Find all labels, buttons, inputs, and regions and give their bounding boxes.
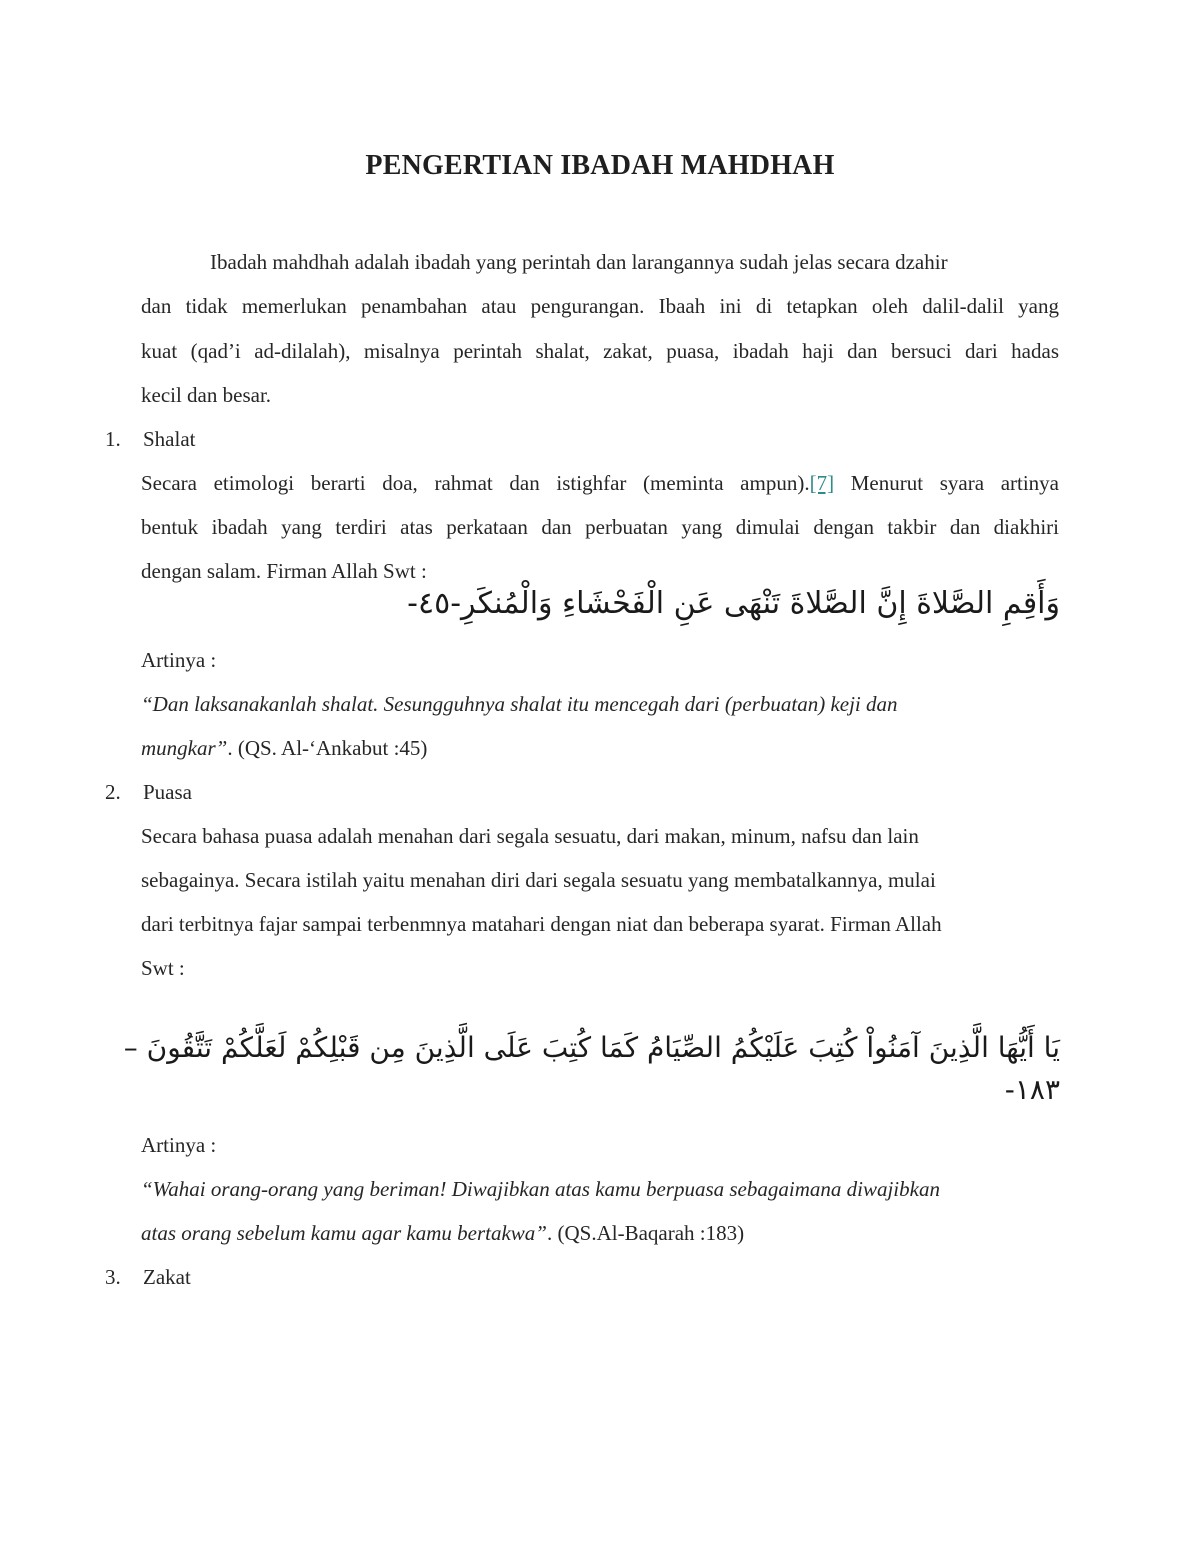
shalat-translation-italic: mungkar” xyxy=(141,736,228,760)
arabic-verse-baqarah-183-line-1: يَا أَيُّهَا الَّذِينَ آمَنُواْ كُتِبَ عَلَيْكُمُ الصِّيَامُ كَمَا كُتِبَ عَلَى الَّذِينَ مِن قَبْلِكُمْ لَعَلَّكُمْ تَتَّقُونَ – xyxy=(123,1031,1060,1064)
puasa-line-4: Swt : xyxy=(141,956,185,980)
shalat-line-3: dengan salam. Firman Allah Swt : xyxy=(141,559,427,583)
puasa-translation-line-2 xyxy=(141,1219,744,1247)
arabic-verse-ankabut-45: وَأَقِمِ الصَّلاةَ إِنَّ الصَّلاةَ تَنْهَى عَنِ الْفَحْشَاءِ وَالْمُنكَرِ-٤٥- xyxy=(407,586,1060,621)
puasa-line-1: Secara bahasa puasa adalah menahan dari segala sesuatu, dari makan, minum, nafsu dan lain xyxy=(141,824,919,848)
shalat-artinya-label: Artinya : xyxy=(141,648,217,672)
puasa-line-2: sebagainya. Secara istilah yaitu menahan diri dari segala sesuatu yang membatalkannya, mulai xyxy=(141,868,936,892)
list-number-3: 3. xyxy=(105,1265,121,1289)
arabic-verse-baqarah-183-line-2: ١٨٣- xyxy=(1004,1073,1060,1106)
intro-line-3: kuat (qad’i ad-dilalah), misalnya perintah shalat, zakat, puasa, ibadah haji dan bersuci dari hadas xyxy=(141,339,1059,363)
shalat-line-2: bentuk ibadah yang terdiri atas perkataan dan perbuatan yang dimulai dengan takbir dan diakhiri xyxy=(141,515,1059,539)
shalat-translation-line-1: “Dan laksanakanlah shalat. Sesungguhnya shalat itu mencegah dari (perbuatan) keji dan xyxy=(141,692,898,716)
shalat-line-1 xyxy=(141,469,1059,497)
puasa-artinya-label: Artinya : xyxy=(141,1133,217,1157)
shalat-translation-line-2 xyxy=(141,734,427,762)
footnote-ref-7[interactable]: [7] xyxy=(809,471,835,495)
puasa-citation: . (QS.Al-Baqarah :183) xyxy=(546,1221,745,1245)
list-number-1: 1. xyxy=(105,427,121,451)
puasa-line-3: dari terbitnya fajar sampai terbenmnya matahari dengan niat dan beberapa syarat. Firman Allah xyxy=(141,912,942,936)
page-title: PENGERTIAN IBADAH MAHDHAH xyxy=(365,150,835,181)
puasa-translation-line-1: “Wahai orang-orang yang beriman! Diwajibkan atas kamu berpuasa sebagaimana diwajibkan xyxy=(141,1177,940,1201)
intro-line-4: kecil dan besar. xyxy=(141,383,272,407)
shalat-line-1-rest: Menurut syara artinya xyxy=(834,471,1060,495)
intro-line-1: Ibadah mahdhah adalah ibadah yang perintah dan larangannya sudah jelas secara dzahir xyxy=(210,250,948,274)
list-number-2: 2. xyxy=(105,780,121,804)
item-heading-shalat: Shalat xyxy=(143,427,196,451)
intro-line-2: dan tidak memerlukan penambahan atau pengurangan. Ibaah ini di tetapkan oleh dalil-dalil yang xyxy=(141,294,1059,318)
item-heading-zakat: Zakat xyxy=(143,1265,191,1289)
shalat-citation: . (QS. Al-‘Ankabut :45) xyxy=(227,736,428,760)
item-heading-puasa: Puasa xyxy=(143,780,192,804)
shalat-line-1-text: Secara etimologi berarti doa, rahmat dan istighfar (meminta ampun). xyxy=(141,471,810,495)
puasa-translation-italic: atas orang sebelum kamu agar kamu bertakwa” xyxy=(141,1221,547,1245)
